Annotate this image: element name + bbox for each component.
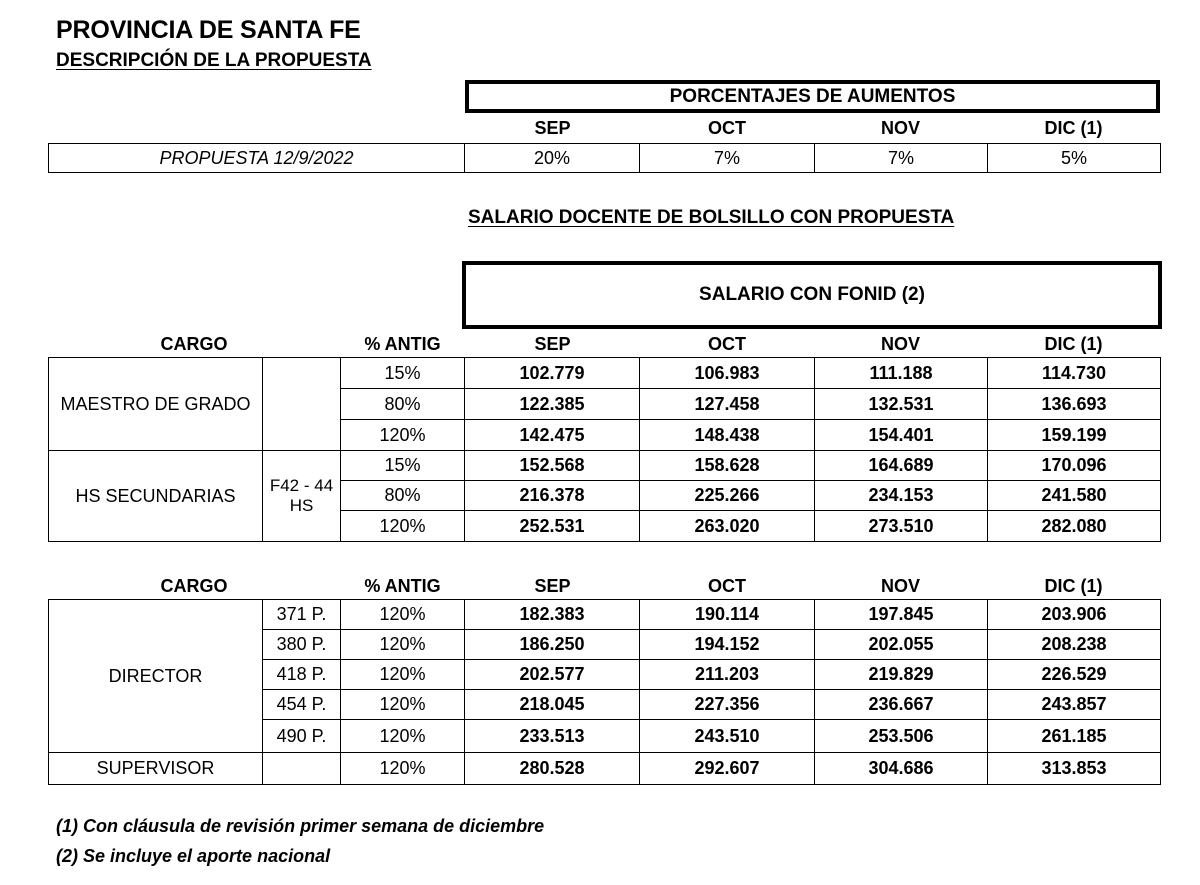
director-sep-cell: 218.045 (464, 689, 640, 720)
salary-detail-cell (262, 357, 341, 451)
director-sep-cell: 182.383 (464, 599, 640, 630)
salary-nov-cell: 154.401 (814, 419, 988, 451)
increase-row-label: PROPUESTA 12/9/2022 (48, 143, 465, 173)
salary-dic-cell: 170.096 (987, 450, 1161, 481)
salary-dic-cell: 241.580 (987, 480, 1161, 511)
salary-nov-cell: 111.188 (814, 357, 988, 389)
director-oct-cell: 190.114 (639, 599, 815, 630)
salary-cargo-cell: MAESTRO DE GRADO (48, 357, 263, 451)
director-antig-cell: 120% (340, 629, 465, 660)
director-nov-cell: 219.829 (814, 659, 988, 690)
salary-header-oct: OCT (708, 333, 746, 354)
supervisor-cargo-cell: SUPERVISOR (48, 752, 263, 785)
director-dic-cell: 203.906 (987, 599, 1161, 630)
director-oct-cell: 211.203 (639, 659, 815, 690)
salary-sep-cell: 122.385 (464, 388, 640, 420)
salary-oct-cell: 225.266 (639, 480, 815, 511)
salary-oct-cell: 127.458 (639, 388, 815, 420)
director-puntos-cell: 490 P. (262, 719, 341, 753)
director-puntos-cell: 380 P. (262, 629, 341, 660)
director-puntos-cell: 454 P. (262, 689, 341, 720)
supervisor-dic-cell: 313.853 (987, 752, 1161, 785)
director-dic-cell: 243.857 (987, 689, 1161, 720)
supervisor-oct-cell: 292.607 (639, 752, 815, 785)
increase-col-oct: OCT (708, 117, 746, 138)
salary-nov-cell: 234.153 (814, 480, 988, 511)
salary-dic-cell: 282.080 (987, 510, 1161, 542)
supervisor-sep-cell: 280.528 (464, 752, 640, 785)
director-antig-cell: 120% (340, 689, 465, 720)
director-oct-cell: 243.510 (639, 719, 815, 753)
director-header-sep: SEP (534, 575, 571, 596)
salary-cargo-cell: HS SECUNDARIAS (48, 450, 263, 542)
director-dic-cell: 226.529 (987, 659, 1161, 690)
salary-header-nov: NOV (880, 333, 920, 354)
director-dic-cell: 208.238 (987, 629, 1161, 660)
salary-antig-cell: 15% (340, 450, 465, 481)
director-oct-cell: 194.152 (639, 629, 815, 660)
increase-value-nov: 7% (814, 143, 988, 173)
salary-antig-cell: 120% (340, 419, 465, 451)
increase-col-nov: NOV (880, 117, 920, 138)
salary-oct-cell: 158.628 (639, 450, 815, 481)
salary-nov-cell: 273.510 (814, 510, 988, 542)
salary-header-cargo: CARGO (160, 333, 228, 354)
director-sep-cell: 233.513 (464, 719, 640, 753)
salary-sep-cell: 142.475 (464, 419, 640, 451)
director-antig-cell: 120% (340, 659, 465, 690)
director-header-antig: % ANTIG (364, 575, 441, 596)
director-nov-cell: 197.845 (814, 599, 988, 630)
salary-header-sep: SEP (534, 333, 571, 354)
salary-antig-cell: 80% (340, 388, 465, 420)
supervisor-puntos-cell (262, 752, 341, 785)
salary-sep-cell: 152.568 (464, 450, 640, 481)
increase-value-dic: 5% (987, 143, 1161, 173)
salary-oct-cell: 263.020 (639, 510, 815, 542)
footnote-1: (1) Con cláusula de revisión primer semana de diciembre (56, 816, 545, 836)
increase-banner: PORCENTAJES DE AUMENTOS (465, 80, 1160, 113)
salary-antig-cell: 120% (340, 510, 465, 542)
increase-value-oct: 7% (639, 143, 815, 173)
director-oct-cell: 227.356 (639, 689, 815, 720)
salary-dic-cell: 136.693 (987, 388, 1161, 420)
director-nov-cell: 202.055 (814, 629, 988, 660)
salary-header-antig: % ANTIG (364, 333, 441, 354)
director-cargo-cell: DIRECTOR (48, 599, 263, 753)
director-header-nov: NOV (880, 575, 920, 596)
page-subtitle: DESCRIPCIÓN DE LA PROPUESTA (56, 50, 372, 71)
director-sep-cell: 186.250 (464, 629, 640, 660)
director-nov-cell: 253.506 (814, 719, 988, 753)
increase-value-sep: 20% (464, 143, 640, 173)
supervisor-nov-cell: 304.686 (814, 752, 988, 785)
director-sep-cell: 202.577 (464, 659, 640, 690)
salary-dic-cell: 114.730 (987, 357, 1161, 389)
salary-sep-cell: 216.378 (464, 480, 640, 511)
director-antig-cell: 120% (340, 719, 465, 753)
salary-sep-cell: 102.779 (464, 357, 640, 389)
salary-oct-cell: 148.438 (639, 419, 815, 451)
supervisor-antig-cell: 120% (340, 752, 465, 785)
salary-antig-cell: 15% (340, 357, 465, 389)
director-header-dic: DIC (1) (1044, 575, 1103, 596)
increase-col-dic: DIC (1) (1044, 117, 1103, 138)
salary-heading: SALARIO DOCENTE DE BOLSILLO CON PROPUESTA (468, 207, 955, 228)
director-antig-cell: 120% (340, 599, 465, 630)
director-header-cargo: CARGO (160, 575, 228, 596)
increase-col-sep: SEP (534, 117, 571, 138)
director-puntos-cell: 418 P. (262, 659, 341, 690)
salary-nov-cell: 164.689 (814, 450, 988, 481)
director-dic-cell: 261.185 (987, 719, 1161, 753)
salary-oct-cell: 106.983 (639, 357, 815, 389)
director-puntos-cell: 371 P. (262, 599, 341, 630)
footnote-2: (2) Se incluye el aporte nacional (56, 846, 331, 866)
salary-header-dic: DIC (1) (1044, 333, 1103, 354)
fonid-banner: SALARIO CON FONID (2) (462, 261, 1162, 329)
director-header-oct: OCT (708, 575, 746, 596)
salary-dic-cell: 159.199 (987, 419, 1161, 451)
director-nov-cell: 236.667 (814, 689, 988, 720)
salary-nov-cell: 132.531 (814, 388, 988, 420)
salary-detail-cell: F42 - 44 HS (262, 450, 341, 542)
salary-antig-cell: 80% (340, 480, 465, 511)
salary-sep-cell: 252.531 (464, 510, 640, 542)
page-title: PROVINCIA DE SANTA FE (56, 16, 361, 44)
